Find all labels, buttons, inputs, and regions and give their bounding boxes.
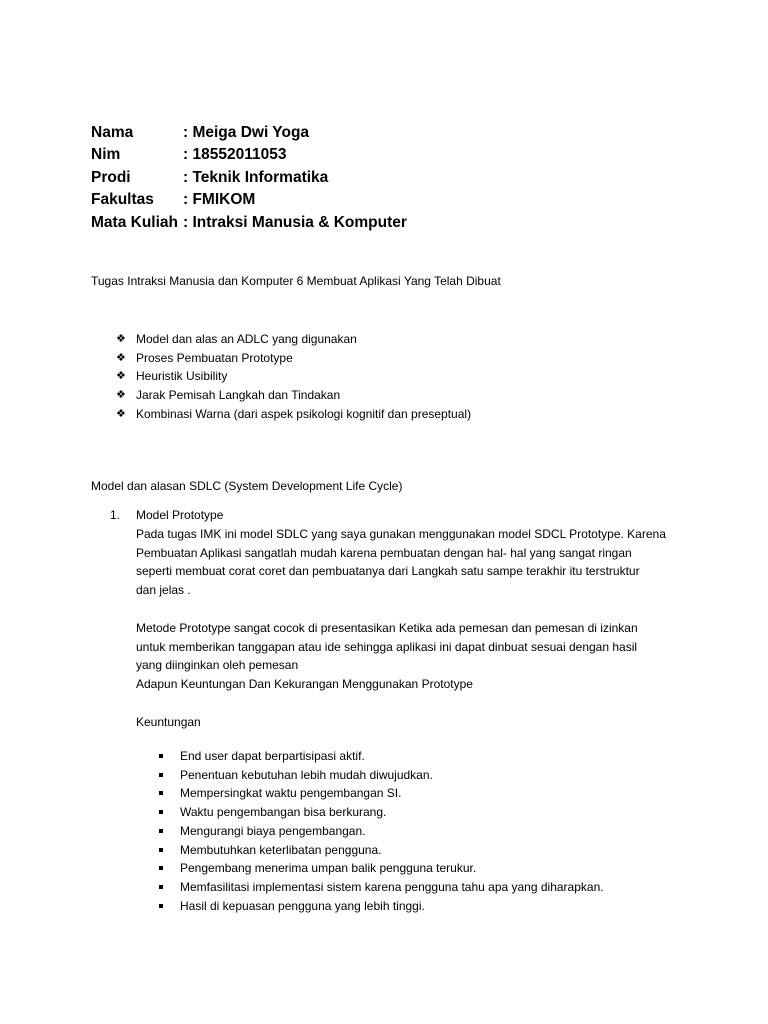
info-value: : Teknik Informatika bbox=[183, 168, 329, 186]
info-label: Mata Kuliah bbox=[91, 213, 178, 231]
topic-item bbox=[116, 405, 471, 424]
item-body bbox=[136, 506, 676, 732]
advantage-item bbox=[159, 897, 604, 916]
advantage-item bbox=[159, 859, 604, 878]
topic-text: Heuristik Usibility bbox=[136, 369, 228, 384]
diamond-bullet-icon: ❖ bbox=[116, 389, 126, 402]
square-bullet-icon bbox=[159, 866, 163, 870]
item-number: 1. bbox=[110, 508, 121, 522]
advantage-text: Pengembang menerima umpan balik pengguna terukur. bbox=[180, 861, 477, 876]
advantage-item bbox=[159, 766, 604, 785]
paragraph-line: yang diinginkan oleh pemesan bbox=[136, 658, 299, 673]
advantage-item bbox=[159, 841, 604, 860]
info-row-nim bbox=[91, 144, 407, 166]
advantage-text: Mempersingkat waktu pengembangan SI. bbox=[180, 786, 402, 801]
topic-text: Kombinasi Warna (dari aspek psikologi kognitif dan preseptual) bbox=[136, 406, 472, 421]
square-bullet-icon bbox=[159, 885, 163, 889]
paragraph-line: dan jelas . bbox=[136, 583, 191, 598]
paragraph-line: untuk memberikan tanggapan atau ide sehingga aplikasi ini dapat dinbuat sesuai dengan hasil bbox=[136, 639, 638, 654]
student-info bbox=[91, 122, 407, 234]
square-bullet-icon bbox=[159, 754, 163, 758]
advantage-text: Mengurangi biaya pengembangan. bbox=[180, 823, 366, 838]
square-bullet-icon bbox=[159, 791, 163, 795]
advantage-text: Penentuan kebutuhan lebih mudah diwujudkan. bbox=[180, 767, 433, 782]
info-value: : 18552011053 bbox=[183, 146, 287, 164]
advantage-item bbox=[159, 878, 604, 897]
square-bullet-icon bbox=[159, 904, 163, 908]
topic-item bbox=[116, 330, 471, 349]
advantage-item bbox=[159, 803, 604, 822]
assignment-title: Tugas Intraksi Manusia dan Komputer 6 Membuat Aplikasi Yang Telah Dibuat bbox=[91, 274, 501, 288]
diamond-bullet-icon: ❖ bbox=[116, 351, 126, 364]
info-row-prodi bbox=[91, 167, 407, 189]
square-bullet-icon bbox=[159, 773, 163, 777]
info-label: Nim bbox=[91, 146, 121, 164]
topic-item bbox=[116, 386, 471, 405]
topic-list bbox=[116, 330, 471, 424]
advantage-text: Membutuhkan keterlibatan pengguna. bbox=[180, 842, 382, 857]
square-bullet-icon bbox=[159, 829, 163, 833]
advantage-item bbox=[159, 747, 604, 766]
info-row-nama bbox=[91, 122, 407, 144]
topic-text: Proses Pembuatan Prototype bbox=[136, 350, 293, 365]
diamond-bullet-icon: ❖ bbox=[116, 370, 126, 383]
topic-text: Jarak Pemisah Langkah dan Tindakan bbox=[136, 388, 341, 403]
info-row-fakultas bbox=[91, 189, 407, 211]
topic-item bbox=[116, 367, 471, 386]
info-label: Nama bbox=[91, 124, 134, 141]
paragraph-line: Pada tugas IMK ini model SDLC yang saya gunakan menggunakan model SDCL Prototype. Karena bbox=[136, 526, 666, 541]
paragraph-line: Adapun Keuntungan Dan Kekurangan Menggunakan Prototype bbox=[136, 677, 473, 692]
diamond-bullet-icon: ❖ bbox=[116, 407, 126, 420]
square-bullet-icon bbox=[159, 848, 163, 852]
section-title: Model dan alasan SDLC (System Development Life Cycle) bbox=[91, 479, 403, 493]
paragraph-line: Pembuatan Aplikasi sangatlah mudah karena pembuatan dengan hal- hal yang sangat ringan bbox=[136, 545, 632, 560]
advantage-item bbox=[159, 784, 604, 803]
advantage-item bbox=[159, 822, 604, 841]
info-label: Fakultas bbox=[91, 191, 154, 209]
advantages-list bbox=[159, 747, 604, 915]
square-bullet-icon bbox=[159, 810, 163, 814]
topic-item bbox=[116, 349, 471, 368]
subheading-keuntungan: Keuntungan bbox=[136, 714, 201, 729]
diamond-bullet-icon: ❖ bbox=[116, 333, 126, 345]
info-value: : Meiga Dwi Yoga bbox=[183, 124, 310, 141]
info-row-mata-kuliah bbox=[91, 212, 407, 234]
item-heading: Model Prototype bbox=[136, 508, 224, 522]
advantage-text: Memfasilitasi implementasi sistem karena pengguna tahu apa yang diharapkan. bbox=[180, 879, 604, 894]
advantage-text: Waktu pengembangan bisa berkurang. bbox=[180, 805, 387, 820]
advantage-text: End user dapat berpartisipasi aktif. bbox=[180, 749, 365, 763]
info-value: : Intraksi Manusia & Komputer bbox=[183, 213, 407, 231]
topic-text: Model dan alas an ADLC yang digunakan bbox=[136, 332, 357, 346]
paragraph-line: Metode Prototype sangat cocok di presentasikan Ketika ada pemesan dan pemesan di izinkan bbox=[136, 620, 638, 635]
info-label: Prodi bbox=[91, 168, 131, 186]
paragraph-line: seperti membuat corat coret dan pembuatanya dari Langkah satu sampe terakhir itu terstruktur bbox=[136, 564, 640, 579]
info-value: : FMIKOM bbox=[183, 191, 256, 209]
advantage-text: Hasil di kepuasan pengguna yang lebih tinggi. bbox=[180, 898, 425, 913]
